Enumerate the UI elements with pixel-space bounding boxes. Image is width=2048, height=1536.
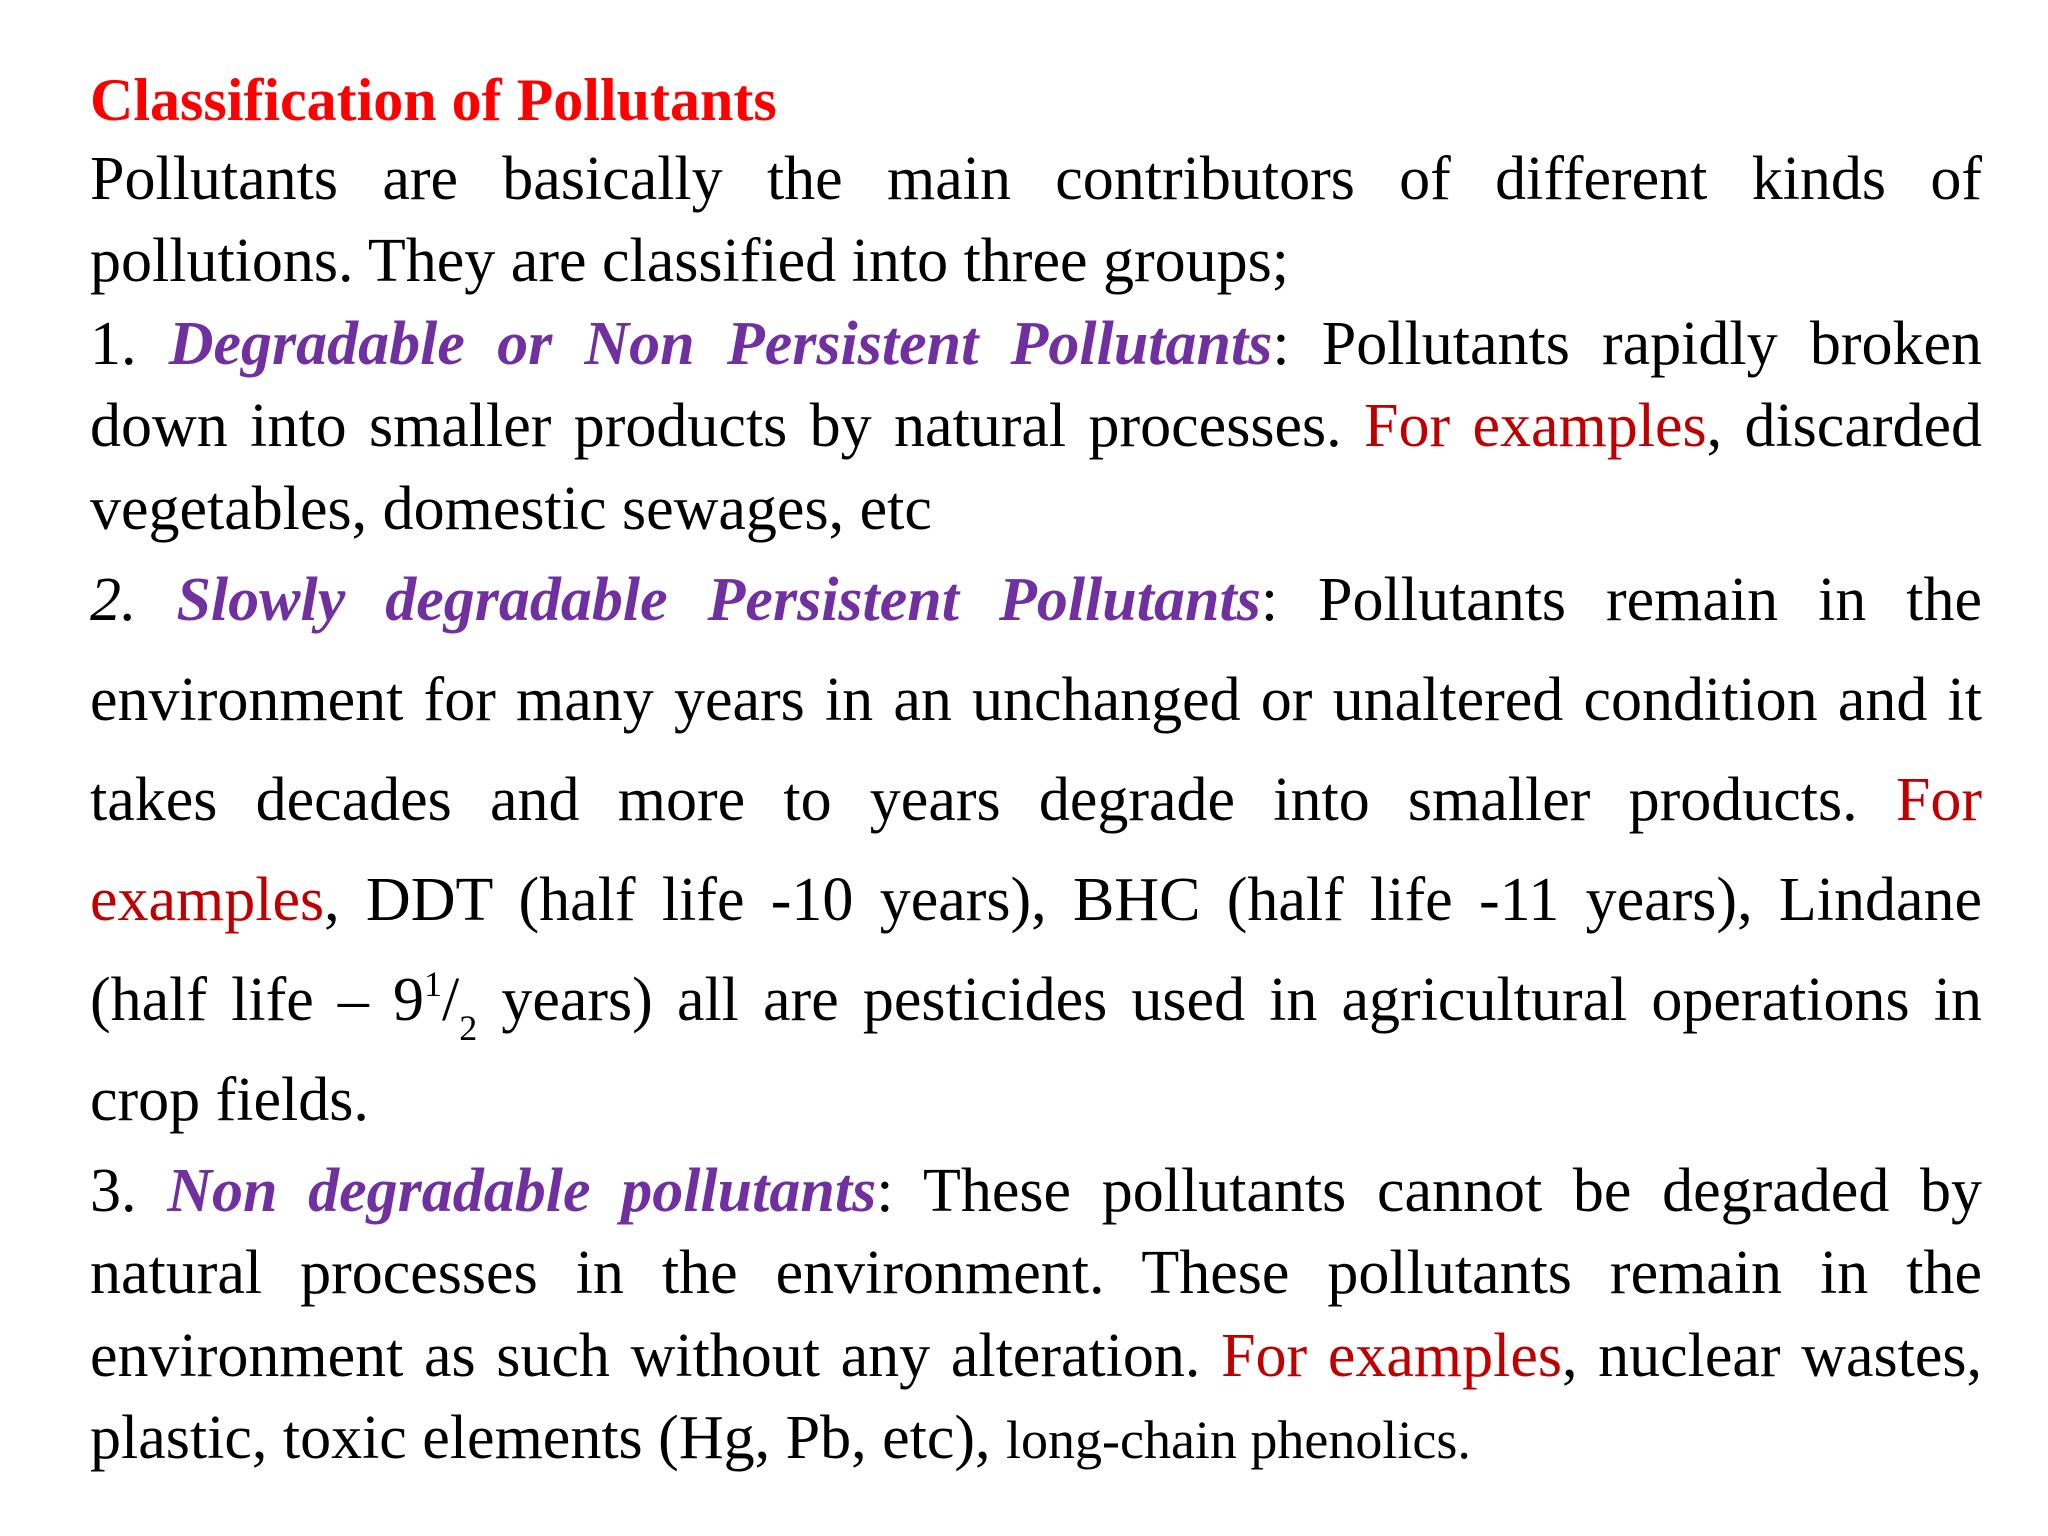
item-description: Pollutants remain in the environment for many years in an unchanged or unaltered condition and it takes decades and more to years degrade into smaller products.	[90, 566, 1983, 835]
fraction-denominator: 2	[459, 1008, 478, 1049]
item-description: These pollutants cannot be degraded by natural processes in the environment. These pollutants remain in the environment as such without any alteration.	[90, 1157, 1983, 1390]
item-examples: , nuclear wastes, plastic, toxic elements (Hg, Pb, etc),	[90, 1321, 1982, 1473]
fraction-numerator: 1	[424, 964, 443, 1005]
item-examples: , DDT (half life -10 years), BHC (half life -11 years), Lindane (half life – 9	[90, 866, 1982, 1035]
example-label: For examples	[90, 766, 1982, 935]
item-colon: :	[1272, 309, 1290, 378]
intro-paragraph	[90, 138, 1982, 303]
item-description: Pollutants rapidly broken down into smaller products by natural processes.	[90, 309, 1982, 461]
item-3	[90, 1150, 1982, 1482]
intro-text: Pollutants are basically the main contributors of different kinds of pollutions. They are classified into three groups;	[90, 145, 1982, 296]
item-2	[90, 550, 1982, 1150]
example-label: For examples	[1363, 392, 1707, 461]
item-examples-small: long-chain phenolics.	[1005, 1410, 1471, 1471]
item-colon: :	[876, 1157, 894, 1226]
item-number: 2.	[90, 566, 137, 635]
slide-content	[90, 62, 1982, 1482]
item-number: 3.	[90, 1157, 137, 1226]
item-term: Non degradable pollutants	[167, 1157, 877, 1226]
example-label: For examples	[1221, 1321, 1562, 1390]
slide-title: Classification of Pollutants	[90, 67, 777, 133]
item-colon: :	[1260, 566, 1279, 635]
item-number: 1.	[90, 309, 137, 378]
item-term: Degradable or Non Persistent Pollutants	[168, 309, 1273, 378]
item-term: Slowly degradable Persistent Pollutants	[176, 566, 1261, 635]
item-examples-continued: years) all are pesticides used in agricultural operations in crop fields.	[90, 966, 1983, 1135]
item-examples: , discarded vegetables, domestic sewages, etc	[90, 392, 1983, 543]
item-1	[90, 303, 1982, 550]
fraction-slash: /	[442, 966, 460, 1035]
